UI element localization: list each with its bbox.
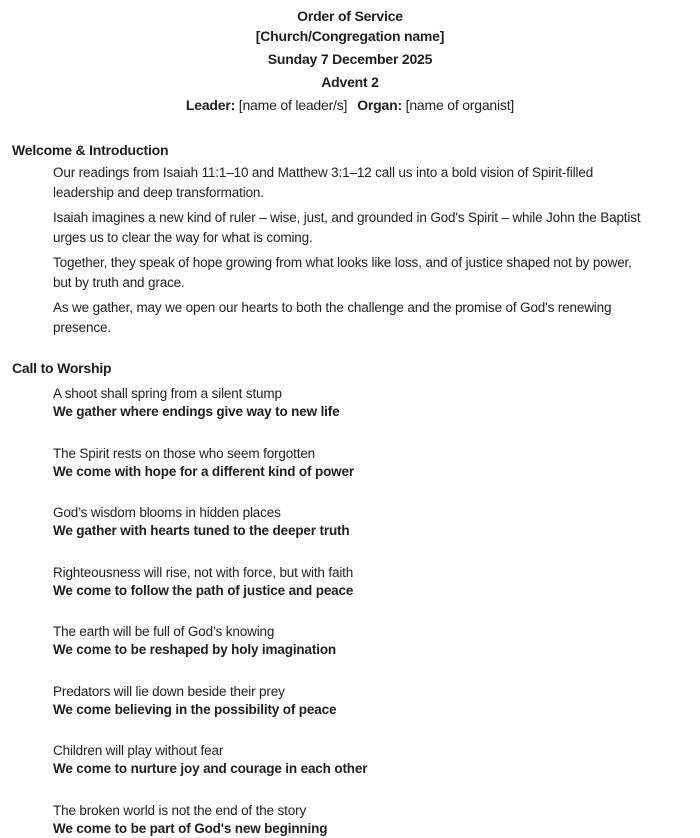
paragraph-line: Our readings from Isaiah 11:1–10 and Matthew 3:1–12 call us into a bold vision of Spirit-filled (53, 165, 594, 180)
couplet-response-line: We come with hope for a different kind of power (53, 463, 354, 479)
couplet (53, 802, 700, 838)
doc-date: Sunday 7 December 2025 (267, 51, 433, 67)
couplet (53, 445, 700, 481)
leader-label: Leader: (185, 97, 236, 113)
couplet-response-line: We come to be reshaped by holy imagination (53, 642, 337, 657)
section-heading-welcome: Welcome & Introduction (12, 142, 169, 158)
paragraph-line: but by truth and grace. (53, 275, 185, 290)
couplet-response-line: We come to be part of God's new beginning (53, 820, 328, 836)
section-heading-call-to-worship: Call to Worship (12, 360, 112, 376)
paragraph-line: urges us to clear the way for what is coming. (53, 230, 313, 245)
doc-title: Order of Service (297, 8, 403, 24)
couplet-response-line: We gather with hearts tuned to the deeper truth (53, 523, 350, 538)
document-header (0, 0, 700, 115)
couplet-leader-line: God’s wisdom blooms in hidden places (53, 505, 281, 520)
welcome-paragraph (53, 298, 700, 338)
call-to-worship-couplets (53, 385, 700, 838)
welcome-section (0, 140, 700, 338)
couplet-leader-line: Righteousness will rise, not with force, but with faith (53, 564, 354, 580)
paragraph-line: presence. (53, 320, 111, 335)
couplet-leader-line: The earth will be full of God’s knowing (53, 624, 275, 639)
welcome-paragraph (53, 253, 700, 293)
paragraph-line: Together, they speak of hope growing from what looks like loss, and of justice shaped not by power, (53, 255, 632, 270)
couplet (53, 683, 700, 719)
couplet-response-line: We come to nurture joy and courage in each other (53, 761, 368, 776)
couplet-leader-line: The broken world is not the end of the story (53, 802, 307, 818)
doc-subtitle: [Church/Congregation name] (255, 28, 445, 44)
couplet (53, 623, 700, 659)
leader-name: [name of leader/s] (238, 97, 348, 113)
paragraph-line: Isaiah imagines a new kind of ruler – wise, just, and grounded in God's Spirit – while John the Baptist (53, 210, 641, 225)
couplet-leader-line: Children will play without fear (53, 743, 224, 758)
couplet-response-line: We gather where endings give way to new life (53, 404, 340, 419)
couplet-leader-line: A shoot shall spring from a silent stump (53, 386, 282, 401)
organ-label: Organ: (357, 97, 402, 113)
couplet-response-line: We come to follow the path of justice and peace (53, 582, 354, 598)
couplet (53, 385, 700, 421)
couplet (53, 504, 700, 540)
welcome-paragraph (53, 163, 700, 203)
organ-name: [name of organist] (405, 97, 515, 113)
couplet (53, 742, 700, 778)
couplet-leader-line: The Spirit rests on those who seem forgotten (53, 445, 316, 461)
couplet (53, 564, 700, 600)
paragraph-line: leadership and deep transformation. (53, 185, 264, 200)
credits-line (0, 95, 700, 115)
couplet-response-line: We come believing in the possibility of peace (53, 701, 337, 717)
paragraph-line: As we gather, may we open our hearts to both the challenge and the promise of God's renewing (53, 300, 612, 315)
welcome-paragraphs (53, 163, 700, 338)
doc-season: Advent 2 (321, 74, 379, 90)
call-to-worship-section (0, 358, 700, 838)
welcome-paragraph (53, 208, 700, 248)
couplet-leader-line: Predators will lie down beside their prey (53, 683, 285, 699)
